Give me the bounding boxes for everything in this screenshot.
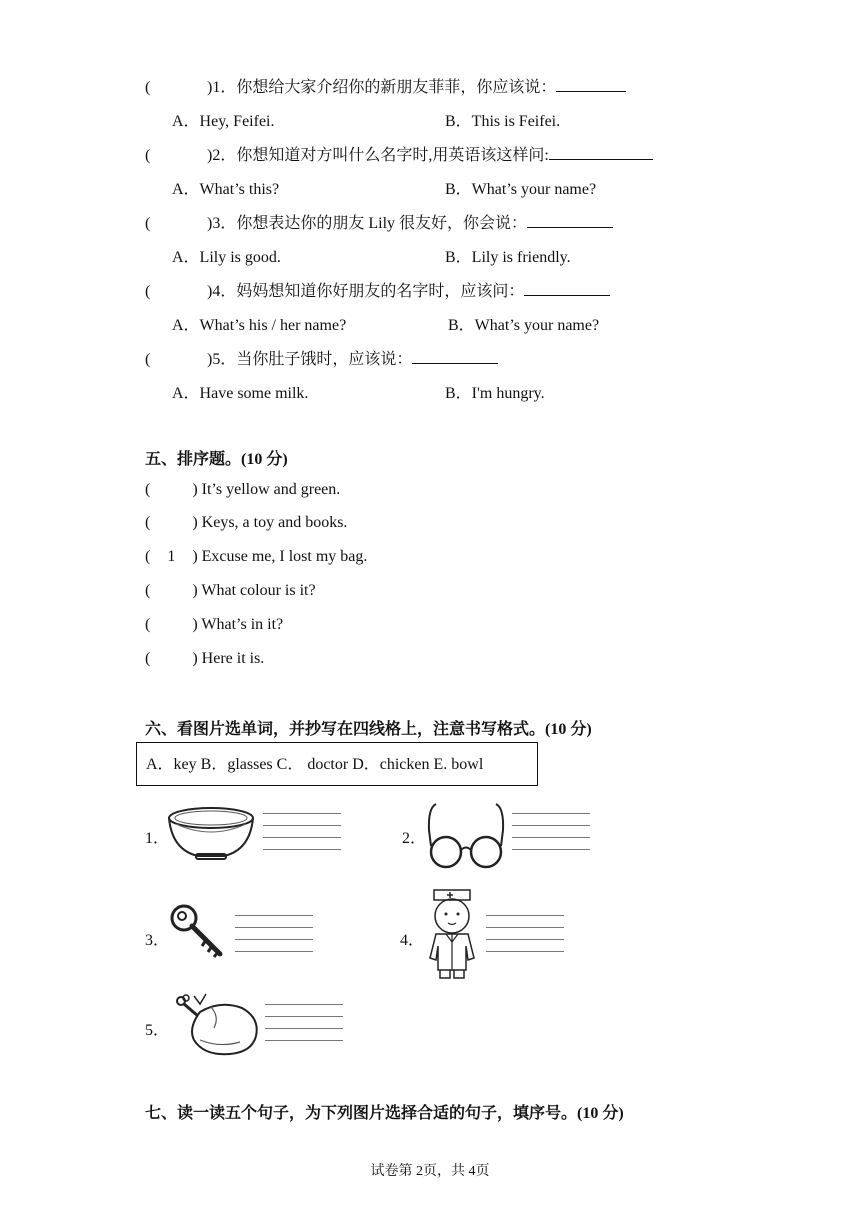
sort-item: ( ) Here it is. [145, 650, 265, 667]
four-line-grid[interactable] [235, 915, 313, 951]
question-stem: ( )5．当你肚子饿时，应该说： [145, 346, 498, 369]
four-line-grid[interactable] [263, 813, 341, 849]
option-b: B．What’s your name? [445, 181, 597, 198]
key-icon [170, 904, 228, 962]
question-text: 你想表达你的朋友 Lily 很友好，你会说： [236, 215, 528, 232]
option-a: A．What’s his / her name? [172, 317, 347, 334]
answer-paren[interactable]: ( [145, 283, 151, 300]
option-a: A．Have some milk. [172, 385, 309, 402]
section-6-title: 六、看图片选单词，并抄写在四线格上，注意书写格式。(10 分) [145, 721, 592, 738]
doctor-icon [422, 886, 482, 980]
question-text: 当你肚子饿时，应该说： [236, 351, 413, 368]
question-text: 你想给大家介绍你的新朋友菲菲，你应该说： [236, 79, 557, 96]
picture-number: 3． [145, 932, 170, 949]
word-bank: A．key B．glasses C． doctor D．chicken E. bowl [136, 742, 538, 786]
picture-number: 1． [145, 830, 170, 847]
question-number: 3． [212, 215, 237, 232]
question-text: 你想知道对方叫什么名字时,用英语该这样问: [236, 147, 549, 164]
answer-blank[interactable] [549, 145, 653, 160]
answer-paren[interactable]: ( [145, 215, 151, 232]
picture-number: 2． [402, 830, 427, 847]
bowl-icon [168, 806, 256, 862]
question-number: 2． [212, 147, 237, 164]
four-line-grid[interactable] [265, 1004, 343, 1040]
question-stem: ( )1．你想给大家介绍你的新朋友菲菲，你应该说： [145, 74, 626, 97]
four-line-grid[interactable] [512, 813, 590, 849]
answer-paren[interactable]: ( [145, 351, 151, 368]
four-line-grid[interactable] [486, 915, 564, 951]
question-number: 5． [212, 351, 237, 368]
answer-blank[interactable] [556, 77, 626, 92]
question-stem: ( )4．妈妈想知道你好朋友的名字时，应该问： [145, 278, 610, 301]
sort-item: ( ) Keys, a toy and books. [145, 514, 348, 531]
answer-paren[interactable]: ( [145, 79, 151, 96]
sort-item: ( 1 ) Excuse me, I lost my bag. [145, 548, 368, 565]
chicken-icon [170, 990, 260, 1058]
option-a: A．What’s this? [172, 181, 280, 198]
picture-number: 5． [145, 1022, 170, 1039]
option-a: A．Lily is good. [172, 249, 281, 266]
page-footer: 试卷第 2页，共 4页 [370, 1164, 490, 1179]
option-a: A．Hey, Feifei. [172, 113, 275, 130]
option-b: B．This is Feifei. [445, 113, 561, 130]
section-5-title: 五、排序题。(10 分) [145, 451, 288, 468]
sort-item: ( ) What’s in it? [145, 616, 284, 633]
question-text: 妈妈想知道你好朋友的名字时，应该问： [236, 283, 525, 300]
sort-answer[interactable]: 1 [167, 548, 176, 565]
option-b: B．I'm hungry. [445, 385, 545, 402]
sort-item: ( ) It’s yellow and green. [145, 481, 341, 498]
answer-blank[interactable] [524, 281, 610, 296]
question-stem: ( )2．你想知道对方叫什么名字时,用英语该这样问: [145, 142, 653, 165]
option-b: B．What’s your name? [448, 317, 600, 334]
answer-blank[interactable] [527, 213, 613, 228]
answer-paren[interactable]: ( [145, 147, 151, 164]
sort-item: ( ) What colour is it? [145, 582, 316, 599]
answer-blank[interactable] [412, 349, 498, 364]
glasses-icon [426, 800, 506, 870]
section-7-title: 七、读一读五个句子，为下列图片选择合适的句子，填序号。(10 分) [145, 1105, 624, 1122]
question-number: 1． [212, 79, 237, 96]
picture-number: 4． [400, 932, 425, 949]
question-number: 4． [212, 283, 237, 300]
option-b: B．Lily is friendly. [445, 249, 571, 266]
question-stem: ( )3．你想表达你的朋友 Lily 很友好，你会说： [145, 210, 613, 233]
